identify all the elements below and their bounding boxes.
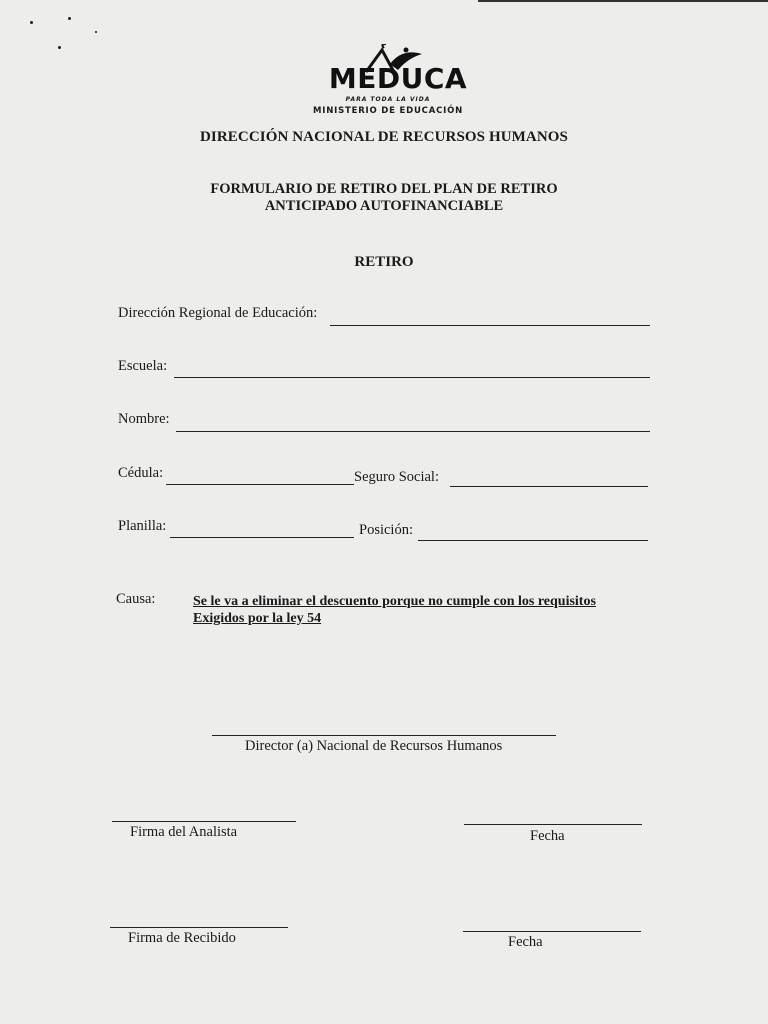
scan-speck [58,46,61,49]
regional-line[interactable] [330,325,650,326]
posicion-line[interactable] [418,540,648,541]
nombre-label: Nombre: [118,411,170,427]
scan-speck [30,21,33,24]
seguro-social-line[interactable] [450,486,648,487]
seguro-social-label: Seguro Social: [354,469,439,485]
escuela-line[interactable] [174,377,650,378]
causa-line2: Exigidos por la ley 54 [193,611,322,626]
escuela-label: Escuela: [118,358,168,374]
cedula-label: Cédula: [118,465,164,481]
form-title-line1: FORMULARIO DE RETIRO DEL PLAN DE RETIRO [210,181,558,197]
director-caption: Director (a) Nacional de Recursos Humanos [245,738,503,754]
scan-speck [68,17,71,20]
section-heading: RETIRO [354,254,414,270]
fecha2-caption: Fecha [508,934,543,950]
planilla-line[interactable] [170,537,354,538]
meduca-logo [312,44,478,120]
nombre-line[interactable] [176,431,650,432]
directorate-heading: DIRECCIÓN NACIONAL DE RECURSOS HUMANOS [199,129,568,145]
form-title [0,181,768,215]
scan-speck [95,31,97,33]
fecha1-line[interactable] [464,824,642,825]
causa-line1: Se le va a eliminar el descuento porque no cumple con los requisitos [193,594,596,609]
analista-caption: Firma del Analista [130,824,238,840]
logo-slogan: PARA TODA LA VIDA [345,96,431,103]
fecha2-line[interactable] [463,931,641,932]
regional-label: Dirección Regional de Educación: [118,305,318,321]
director-signature-line[interactable] [212,735,556,736]
recibido-signature-line[interactable] [110,927,288,928]
logo-wordmark: MEDUCA [328,62,468,95]
form-title-line2: ANTICIPADO AUTOFINANCIABLE [264,198,504,214]
logo-ministry: MINISTERIO DE EDUCACIÓN [312,106,464,116]
analista-signature-line[interactable] [112,821,296,822]
planilla-label: Planilla: [118,518,167,534]
recibido-caption: Firma de Recibido [128,930,236,946]
posicion-label: Posición: [359,522,413,538]
causa-text [193,593,633,627]
scan-edge-line [478,0,768,2]
fecha1-caption: Fecha [530,828,565,844]
causa-label: Causa: [116,591,156,607]
cedula-line[interactable] [166,484,354,485]
